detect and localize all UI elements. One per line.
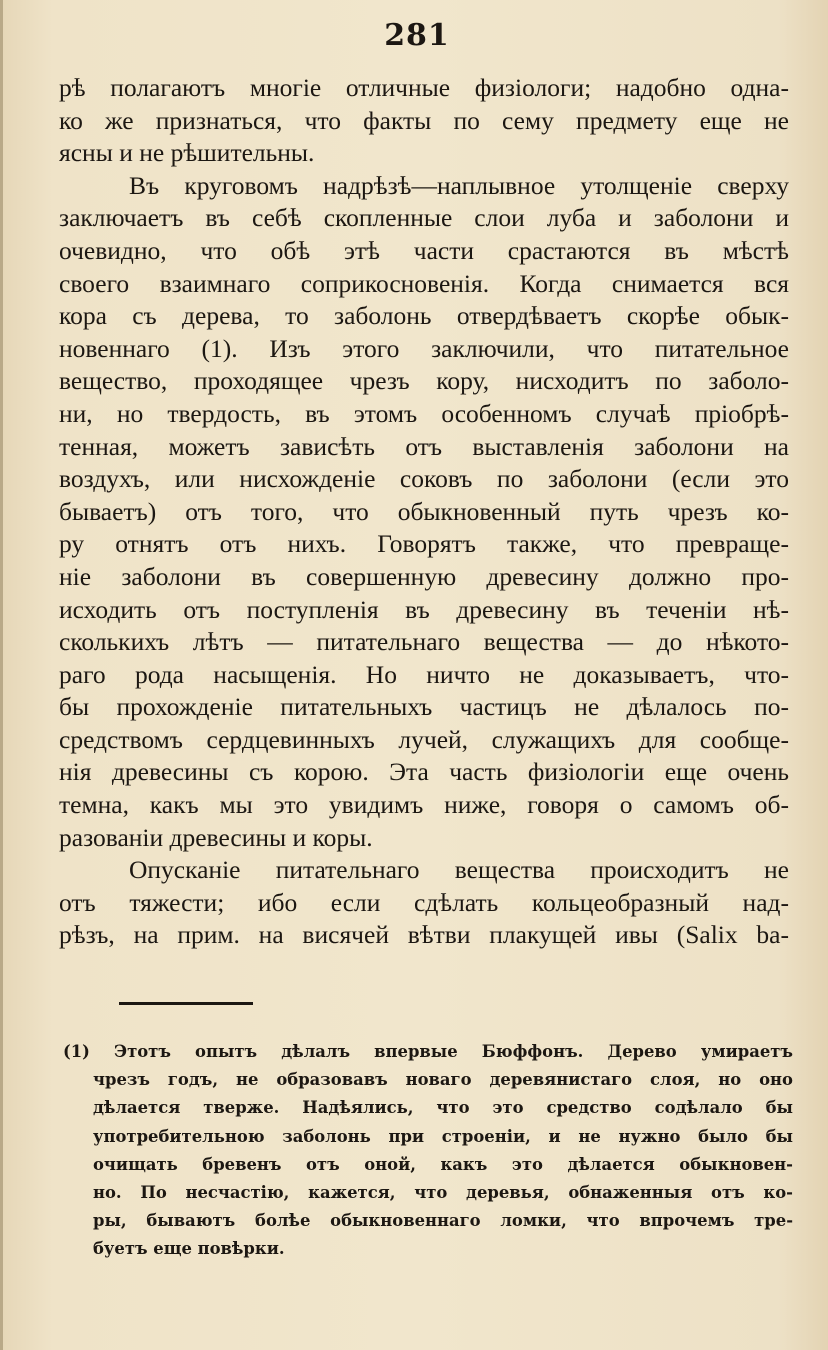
footnote-divider xyxy=(119,1002,253,1005)
footnote-line: (1) Этотъ опытъ дѣлалъ впервые Бюффонъ. Дерево умираетъ xyxy=(63,1042,793,1061)
footnote-line: дѣлается тверже. Надѣялись, что это средство содѣлало бы xyxy=(93,1098,793,1118)
page-number: 281 xyxy=(384,18,450,53)
text-line: средствомъ сердцевинныхъ лучей, служащихъ для сообще- xyxy=(59,724,789,754)
text-line: новеннаго (1). Изъ этого заключили, что питательное xyxy=(59,333,789,363)
text-line: темна, какъ мы это увидимъ ниже, говоря о самомъ об- xyxy=(59,790,789,820)
footnote-line: очищать бревенъ отъ оной, какъ это дѣлается обыкновен- xyxy=(93,1154,793,1174)
text-line: своего взаимнаго соприкосновенія. Когда снимается вся xyxy=(59,268,789,298)
footnote-line: употребительною заболонь при строеніи, и не нужно было бы xyxy=(93,1126,793,1146)
text-line: ніе заболони въ совершенную древесину должно про- xyxy=(59,561,789,591)
text-line: очевидно, что обѣ этѣ части срастаются въ мѣстѣ xyxy=(59,235,789,265)
paragraph-start-line: Въ круговомъ надрѣзѣ—наплывное утолщеніе сверху xyxy=(129,170,789,200)
text-line: исходить отъ поступленія въ древесину въ теченіи нѣ- xyxy=(59,594,789,624)
text-line: бы прохожденіе питательныхъ частицъ не дѣлалось по- xyxy=(59,692,789,722)
footnote xyxy=(63,1038,793,1264)
footnote-line: ры, бываютъ болѣе обыкновеннаго ломки, что впрочемъ тре- xyxy=(93,1211,793,1231)
footnote-line: чрезъ годъ, не образовавъ новаго деревянистаго слоя, но оно xyxy=(93,1070,793,1090)
text-line: ни, но твердость, въ этомъ особенномъ случаѣ пріобрѣ- xyxy=(59,398,789,428)
text-line: ясны и не рѣшительны. xyxy=(59,138,315,168)
paragraph-start-line: Опусканіе питательнаго вещества происходитъ не xyxy=(129,855,789,885)
text-line: кора съ дерева, то заболонь отвердѣваетъ скорѣе обык- xyxy=(59,301,789,331)
footnote-line: буетъ еще повѣрки. xyxy=(93,1239,285,1259)
text-line: бываетъ) отъ того, что обыкновенный путь чрезъ ко- xyxy=(59,496,789,526)
text-line: вещество, проходящее чрезъ кору, нисходитъ по заболо- xyxy=(59,366,789,396)
text-line: рѣ полагаютъ многіе отличные физіологи; надобно одна- xyxy=(59,73,789,102)
text-line: заключаетъ въ себѣ скопленные слои луба и заболони и xyxy=(59,203,789,233)
text-line: рѣзъ, на прим. на висячей вѣтви плакущей ивы (Salix ba- xyxy=(59,920,789,950)
text-line: разованіи древесины и коры. xyxy=(59,822,373,852)
text-line: воздухъ, или нисхожденіе соковъ по заболони (если это xyxy=(59,464,789,494)
text-line: отъ тяжести; ибо если сдѣлать кольцеобразный над- xyxy=(59,887,789,917)
text-line: тенная, можетъ зависѣть отъ выставленія заболони на xyxy=(59,431,789,461)
text-line: ру отнятъ отъ нихъ. Говорятъ также, что превраще- xyxy=(59,529,789,559)
footnote-line: но. По несчастію, кажется, что деревья, обнаженныя отъ ко- xyxy=(93,1183,793,1203)
text-line: нія древесины съ корою. Эта часть физіологіи еще очень xyxy=(59,757,789,787)
text-line: ко же признаться, что факты по сему предмету еще не xyxy=(59,105,789,135)
text-line: сколькихъ лѣтъ — питательнаго вещества — до нѣкото- xyxy=(59,627,789,657)
main-text xyxy=(59,72,789,952)
text-line: раго рода насыщенія. Но ничто не доказываетъ, что- xyxy=(59,659,789,689)
